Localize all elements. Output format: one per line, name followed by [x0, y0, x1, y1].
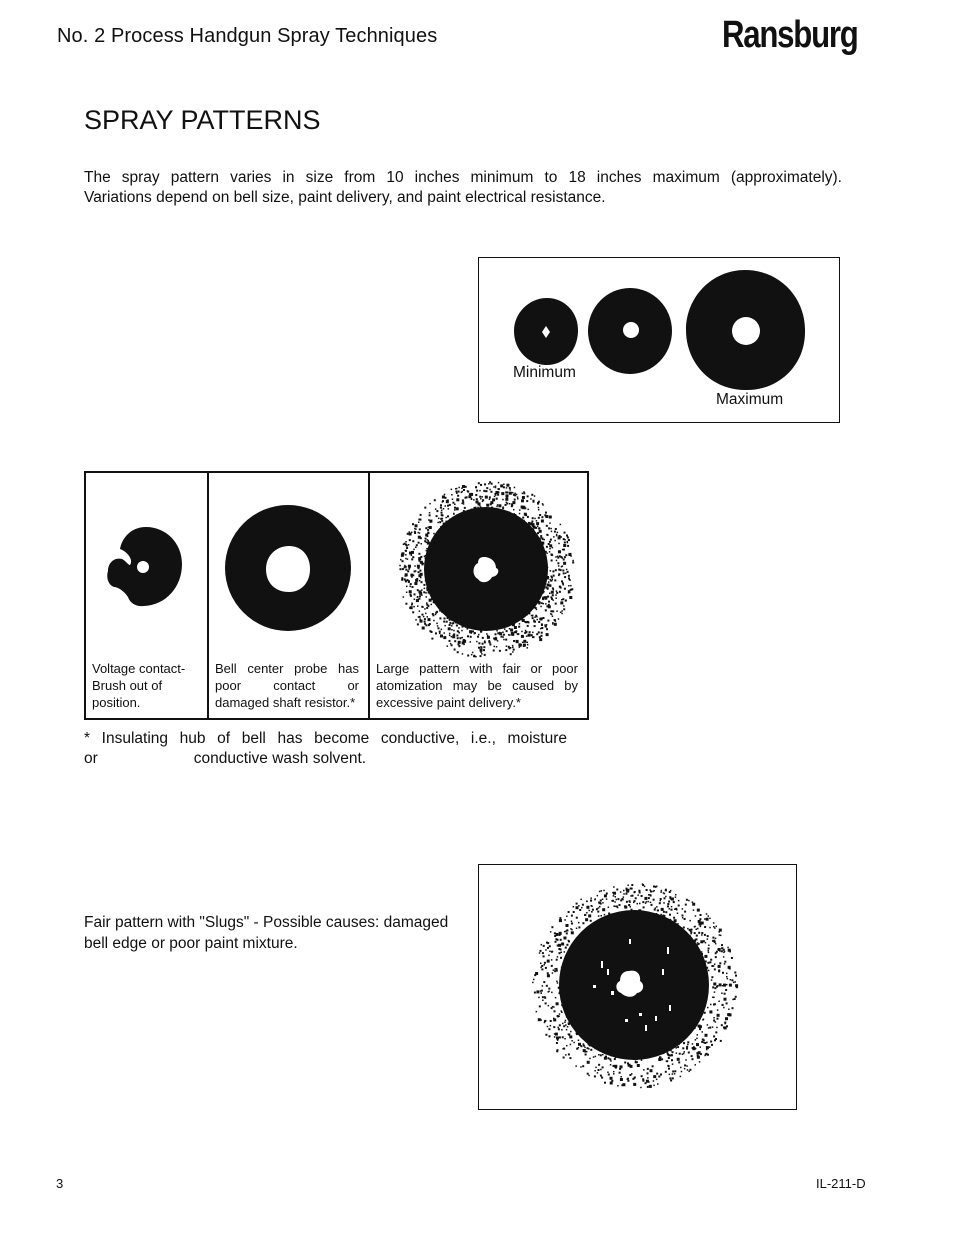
section-title: SPRAY PATTERNS	[84, 105, 321, 135]
label-minimum: Minimum	[513, 364, 576, 381]
document-id: IL-211-D	[816, 1176, 866, 1191]
intro-line: Variations depend on bell size, paint delivery, and paint electrical resistance.	[84, 189, 606, 206]
footnote-line	[84, 749, 567, 769]
footnote	[84, 729, 567, 769]
intro-paragraph	[84, 168, 842, 208]
slug-pattern-figure	[478, 864, 797, 1110]
document-header-title: No. 2 Process Handgun Spray Techniques	[57, 25, 438, 47]
defect-cell-large-pattern	[368, 473, 587, 718]
page-number: 3	[56, 1176, 64, 1191]
defect-caption: Bell center probe has poor contact or damaged shaft resistor.*	[215, 661, 359, 710]
footnote-or: or	[84, 750, 98, 767]
pattern-size-figure	[478, 257, 840, 423]
ransburg-logo: Ransburg	[722, 14, 858, 56]
pattern-size-illustration	[479, 258, 841, 424]
defect-caption: Voltage contact-Brush out of position.	[92, 661, 186, 710]
ring-pattern-icon	[209, 473, 368, 658]
defect-patterns-table	[84, 471, 589, 720]
label-maximum: Maximum	[716, 391, 784, 408]
defect-caption: Large pattern with fair or poor atomization may be caused by excessive paint delivery.*	[376, 661, 578, 710]
large-speckled-pattern-icon	[370, 473, 589, 658]
defect-cell-voltage-contact	[86, 473, 207, 718]
defect-cell-center-probe	[207, 473, 368, 718]
footnote-end: conductive wash solvent.	[193, 750, 367, 767]
footnote-line: * Insulating hub of bell has become conductive, i.e., moisture	[84, 730, 567, 747]
slug-pattern-description: Fair pattern with "Slugs" - Possible causes: damaged bell edge or poor paint mixture.	[84, 914, 449, 952]
irregular-pattern-icon	[86, 473, 205, 658]
intro-line: The spray pattern varies in size from 10 inches minimum to 18 inches maximum (approximately).	[84, 169, 842, 186]
slug-pattern-icon	[479, 865, 795, 1108]
